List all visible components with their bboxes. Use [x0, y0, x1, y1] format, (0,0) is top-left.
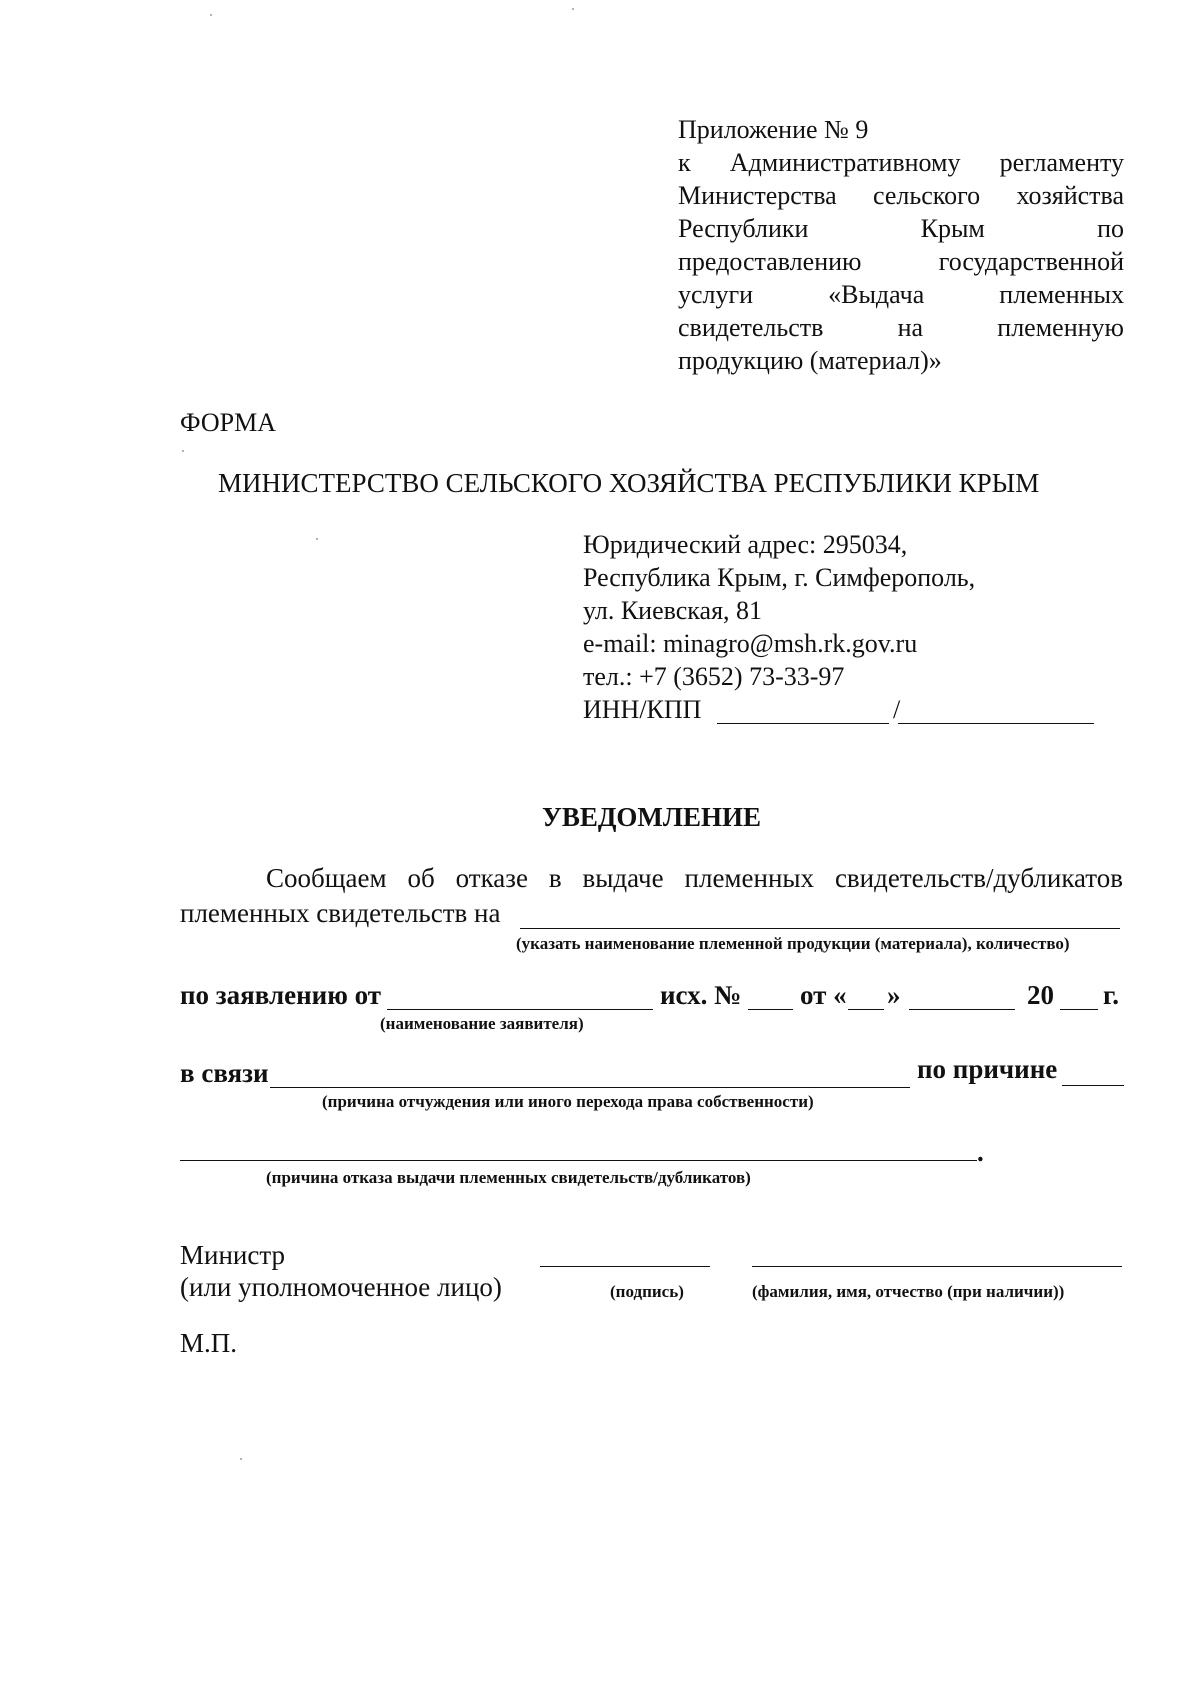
date-close-quote: » [887, 980, 901, 1010]
hint-applicant: (наименование заявителя) [380, 1014, 584, 1033]
address-email: e-mail: minagro@msh.rk.gov.ru [583, 629, 918, 658]
scan-speck [572, 8, 574, 10]
application-date-line [387, 1009, 653, 1010]
inn-field-line [717, 723, 889, 724]
product-field-line [520, 928, 1120, 929]
reason-field-line-start [1062, 1085, 1124, 1086]
hint-refusal: (причина отказа выдачи племенных свидетельств/дубликатов) [266, 1168, 751, 1187]
stamp-label: М.П. [180, 1328, 238, 1358]
hint-full-name: (фамилия, имя, отчество (при наличии)) [752, 1282, 1065, 1301]
annex-line-2: к Административному регламенту [678, 148, 1124, 177]
signature-line [540, 1266, 710, 1267]
annex-line-3: Министерства сельского хозяйства [678, 181, 1124, 210]
annex-line-7: свидетельств на племенную [678, 313, 1124, 342]
notice-paragraph-line-2: племенных свидетельств на [180, 898, 501, 928]
address-block [583, 528, 975, 726]
address-city: Республика Крым, г. Симферополь, [583, 563, 976, 592]
date-from-label: от « [800, 980, 847, 1010]
hint-signature: (подпись) [610, 1282, 684, 1301]
form-label: ФОРМА [180, 408, 276, 437]
day-field-line [848, 1009, 884, 1010]
hint-alienation: (причина отчуждения или иного перехода права собственности) [322, 1092, 814, 1111]
notice-paragraph-line-1: Сообщаем об отказе в выдаче племенных свидетельств/дубликатов [266, 863, 1123, 893]
full-name-line [752, 1266, 1122, 1267]
annex-block [678, 113, 1124, 377]
ref-number-line [748, 1009, 793, 1010]
year-suffix: г. [1103, 980, 1119, 1010]
annex-line-1: Приложение № 9 [678, 115, 869, 144]
refusal-period: . [977, 1137, 984, 1167]
scan-speck [240, 1458, 242, 1460]
ref-number-label: исх. № [660, 980, 742, 1010]
month-field-line [909, 1009, 1015, 1010]
connection-field-line [270, 1087, 910, 1088]
scan-speck [182, 450, 184, 452]
ministry-title: МИНИСТЕРСТВО СЕЛЬСКОГО ХОЗЯЙСТВА РЕСПУБЛИКИ КРЫМ [218, 468, 1040, 498]
by-reason-label: по причине [917, 1054, 1058, 1084]
year-field-line [1060, 1009, 1098, 1010]
annex-line-6: услуги «Выдача племенных [678, 280, 1124, 309]
year-prefix: 20 [1027, 980, 1054, 1010]
notice-title: УВЕДОМЛЕНИЕ [542, 802, 762, 832]
address-phone: тел.: +7 (3652) 73-33-97 [583, 662, 845, 691]
minister-label: Министр [180, 1240, 285, 1270]
address-legal: Юридический адрес: 295034, [583, 530, 908, 559]
by-application-label: по заявлению от [180, 980, 382, 1010]
inn-kpp-label: ИНН/КПП [583, 695, 702, 724]
in-connection-label: в связи [180, 1058, 269, 1088]
inn-kpp-row [583, 693, 975, 726]
annex-line-4: Республики Крым по [678, 214, 1124, 243]
inn-kpp-separator: / [893, 695, 901, 724]
annex-line-5: предоставлению государственной [678, 247, 1124, 276]
hint-product: (указать наименование племенной продукции (материала), количество) [516, 934, 1070, 953]
scan-speck [210, 14, 212, 16]
authorized-person-label: (или уполномоченное лицо) [180, 1272, 502, 1302]
address-street: ул. Киевская, 81 [583, 596, 763, 625]
refusal-reason-line [180, 1160, 977, 1161]
scan-speck [316, 538, 318, 540]
kpp-field-line [898, 723, 1094, 724]
annex-line-8: продукцию (материал)» [678, 346, 942, 375]
